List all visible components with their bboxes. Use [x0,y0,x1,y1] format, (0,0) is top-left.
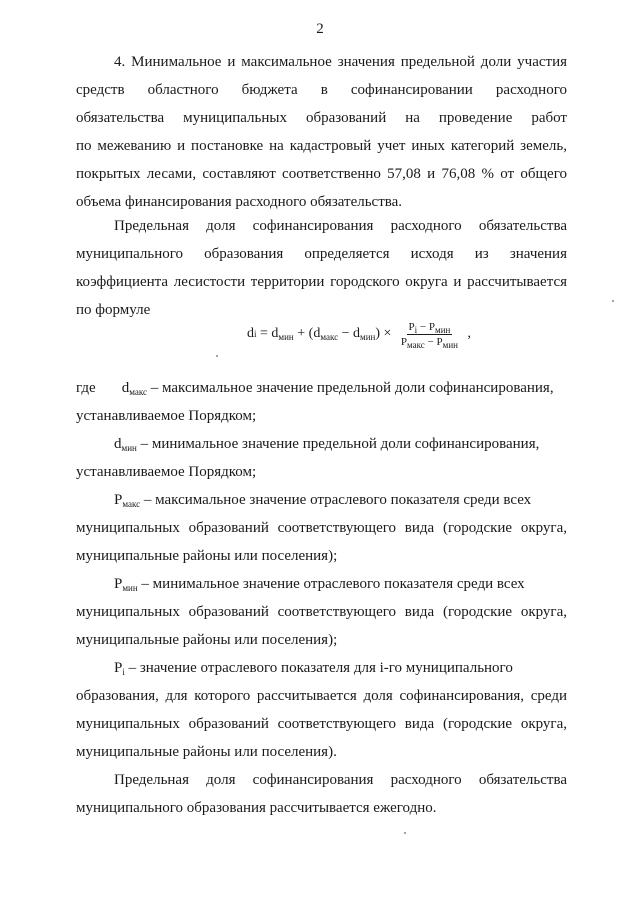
dmax-subscript: макс [129,387,147,397]
pmax-subscript: макс [122,499,141,509]
formula-comma: , [463,326,471,341]
text-line: объема финансирования расходного обязательства. [76,194,403,210]
pmax-text: – максимальное значение отраслевого показателя среди всех [140,492,532,508]
text-line: муниципального образования определяется исходя из значения [76,246,567,262]
page-number: 2 [316,21,324,37]
definition-dmin [114,434,567,454]
pi-text: – значение отраслевого показателя для i-го муниципального [124,660,513,676]
formula: d i = $d_{мин}$ + ( $d_{макс}$ − $d_{мин}$ ) × $\frac{P_i - P_{мин}}{P_{макс} - P_{мин}}$ , [247,320,471,350]
definition-pmin [114,574,567,594]
fraction-numerator: $P_i - P_{мин}$ [408,320,451,335]
fraction-denominator: $P_{макс} - P_{мин}$ [400,335,458,350]
dmin-text: – минимальное значение предельной доли софинансирования, [136,436,540,452]
formula-dmax-term: $d_{макс}$ [313,326,339,342]
scan-speck [216,355,218,357]
definition-pi [114,658,567,678]
text-line: покрытых лесами, составляют соответственно 57,08 и 76,08 % от общего [76,166,567,182]
dmax-text: – максимальное значение предельной доли софинансирования, [146,380,554,396]
text-line: Предельная доля софинансирования расходного обязательства [114,772,567,788]
scan-speck [612,300,614,302]
text-line: муниципального образования рассчитывается ежегодно. [76,800,437,816]
formula-dmin-term: $d_{мин}$ [271,326,294,342]
text-line: муниципальные районы или поселения); [76,548,338,564]
text-line: муниципальных образований соответствующего вида (городские округа, [76,716,567,732]
definition-dmax [76,378,567,398]
dmax-symbol: d [121,380,130,396]
formula-d: d [247,326,254,341]
dmin-symbol: d [114,436,122,452]
formula-minus: − [338,326,353,341]
text-line: обязательства муниципальных образований на проведение работ [76,110,567,126]
formula-plus: + ( [293,326,314,341]
text-line: муниципальные районы или поселения); [76,632,338,648]
formula-times: ) × [375,326,395,341]
text-line: коэффициента лесистости территории городского округа и рассчитывается [76,274,567,290]
pmin-subscript: мин [122,583,138,593]
formula-dmin-term-2: $d_{мин}$ [353,326,376,342]
pmax-symbol: P [114,492,123,508]
formula-equals: = [256,326,272,341]
text-line: 4. Минимальное и максимальное значения предельной доли участия [114,54,567,70]
text-line: муниципальных образований соответствующего вида (городские округа, [76,520,567,536]
pmin-text: – минимальное значение отраслевого показателя среди всех [137,576,525,592]
dmin-subscript: мин [121,443,137,453]
text-line: средств областного бюджета в софинансировании расходного [76,82,567,98]
pmin-symbol: P [114,576,123,592]
text-line: образования, для которого рассчитывается доля софинансирования, среди [76,688,567,704]
scan-speck [404,832,406,834]
text-line: по формуле [76,302,151,318]
text-line: по межеванию и постановке на кадастровый учет иных категорий земель, [76,138,567,154]
where-label: где [76,380,96,396]
text-line: устанавливаемое Порядком; [76,464,257,480]
pi-symbol: P [114,660,123,676]
text-line: муниципальные районы или поселения). [76,744,337,760]
formula-fraction [399,321,460,348]
text-line: Предельная доля софинансирования расходного обязательства [114,218,567,234]
text-line: устанавливаемое Порядком; [76,408,257,424]
definition-pmax [114,490,567,510]
text-line: муниципальных образований соответствующего вида (городские округа, [76,604,567,620]
pi-subscript: i [122,667,125,677]
